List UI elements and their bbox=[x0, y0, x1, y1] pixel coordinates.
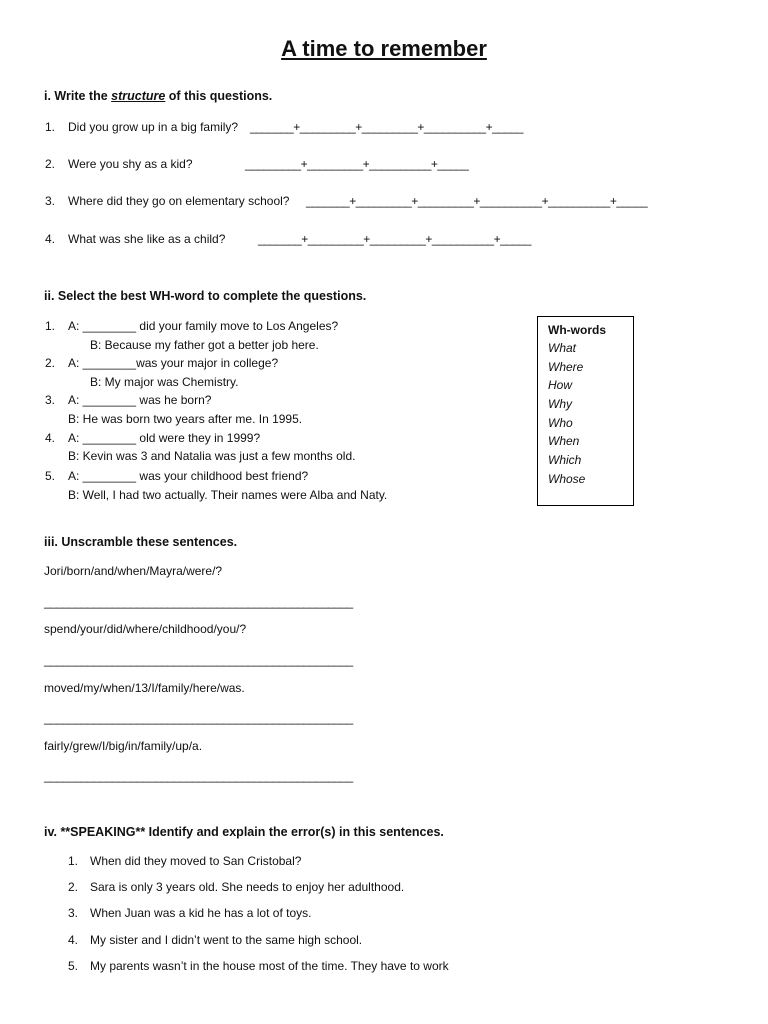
s2-item-4-question: A: ________ old were they in 1999? bbox=[68, 431, 261, 445]
s1-item-1-question: Did you grow up in a big family? bbox=[68, 120, 239, 134]
s4-item-3-number: 3. bbox=[68, 906, 79, 920]
s1-item-3-number: 3. bbox=[45, 194, 56, 208]
s2-item-4-answer: B: Kevin was 3 and Natalia was just a few months old. bbox=[68, 449, 356, 463]
s1-item-4-question: What was she like as a child? bbox=[68, 232, 226, 246]
s4-item-4-text: My sister and I didn’t went to the same high school. bbox=[90, 933, 363, 947]
s1-item-2-number: 2. bbox=[45, 157, 56, 171]
s2-item-2-number: 2. bbox=[45, 356, 56, 370]
s3-item-2-answer-line: __________________________________________________ bbox=[44, 653, 353, 667]
s3-item-4-answer-line: __________________________________________________ bbox=[44, 769, 353, 783]
s1-item-1-blanks: _______+_________+_________+__________+_____ bbox=[250, 120, 523, 134]
s2-item-5-number: 5. bbox=[45, 469, 56, 483]
s1-item-3-question: Where did they go on elementary school? bbox=[68, 194, 290, 208]
section-2-heading: ii. Select the best WH-word to complete the questions. bbox=[44, 289, 367, 303]
s3-item-2-prompt: spend/your/did/where/childhood/you/? bbox=[44, 622, 247, 636]
section-1-heading: i. Write the structure of this questions. bbox=[44, 89, 273, 103]
s4-item-5-text: My parents wasn’t in the house most of the time. They have to work bbox=[90, 959, 449, 973]
s2-item-3-number: 3. bbox=[45, 393, 56, 407]
wh-word: How bbox=[548, 378, 573, 393]
s1-item-3-blanks: _______+_________+_________+__________+__________+_____ bbox=[306, 194, 648, 208]
section-3-heading: iii. Unscramble these sentences. bbox=[44, 535, 238, 549]
s4-item-1-text: When did they moved to San Cristobal? bbox=[90, 854, 302, 868]
wh-word: Which bbox=[548, 453, 582, 468]
s2-item-1-number: 1. bbox=[45, 319, 56, 333]
s1-item-4-number: 4. bbox=[45, 232, 56, 246]
s2-item-2-answer: B: My major was Chemistry. bbox=[90, 375, 239, 389]
s4-item-2-number: 2. bbox=[68, 880, 79, 894]
wh-word: When bbox=[548, 434, 580, 449]
s2-item-1-answer: B: Because my father got a better job here. bbox=[90, 338, 319, 352]
s2-item-3-answer: B: He was born two years after me. In 1995. bbox=[68, 412, 303, 426]
s3-item-1-answer-line: __________________________________________________ bbox=[44, 595, 353, 609]
wh-word: Why bbox=[548, 397, 572, 412]
wh-word: What bbox=[548, 341, 577, 355]
s2-item-3-question: A: ________ was he born? bbox=[68, 393, 212, 407]
s2-item-4-number: 4. bbox=[45, 431, 56, 445]
s4-item-1-number: 1. bbox=[68, 854, 79, 868]
s2-item-5-question: A: ________ was your childhood best friend? bbox=[68, 469, 309, 483]
wh-word: Who bbox=[548, 415, 573, 430]
s2-item-2-question: A: ________was your major in college? bbox=[68, 356, 279, 370]
wh-words-heading: Wh-words bbox=[548, 323, 606, 337]
wh-word: Where bbox=[548, 359, 584, 374]
section-4-heading: iv. **SPEAKING** Identify and explain the error(s) in this sentences. bbox=[44, 825, 444, 839]
s3-item-3-answer-line: __________________________________________________ bbox=[44, 711, 353, 725]
wh-words-box bbox=[537, 316, 634, 506]
wh-word: Whose bbox=[548, 471, 586, 486]
s3-item-4-prompt: fairly/grew/I/big/in/family/up/a. bbox=[44, 739, 203, 753]
s1-item-4-blanks: _______+_________+_________+__________+_____ bbox=[258, 232, 531, 246]
s1-item-2-blanks: _________+_________+__________+_____ bbox=[245, 157, 469, 171]
s2-item-5-answer: B: Well, I had two actually. Their names were Alba and Naty. bbox=[68, 488, 388, 502]
s4-item-3-text: When Juan was a kid he has a lot of toys. bbox=[90, 906, 312, 920]
s2-item-1-question: A: ________ did your family move to Los Angeles? bbox=[68, 319, 339, 333]
s4-item-5-number: 5. bbox=[68, 959, 79, 973]
s1-item-1-number: 1. bbox=[45, 120, 56, 134]
s3-item-3-prompt: moved/my/when/13/I/family/here/was. bbox=[44, 681, 245, 695]
s3-item-1-prompt: Jori/born/and/when/Mayra/were/? bbox=[44, 564, 223, 578]
page-title: A time to remember bbox=[281, 36, 487, 61]
s4-item-2-text: Sara is only 3 years old. She needs to enjoy her adulthood. bbox=[90, 880, 405, 894]
s4-item-4-number: 4. bbox=[68, 933, 79, 947]
s1-item-2-question: Were you shy as a kid? bbox=[68, 157, 193, 171]
